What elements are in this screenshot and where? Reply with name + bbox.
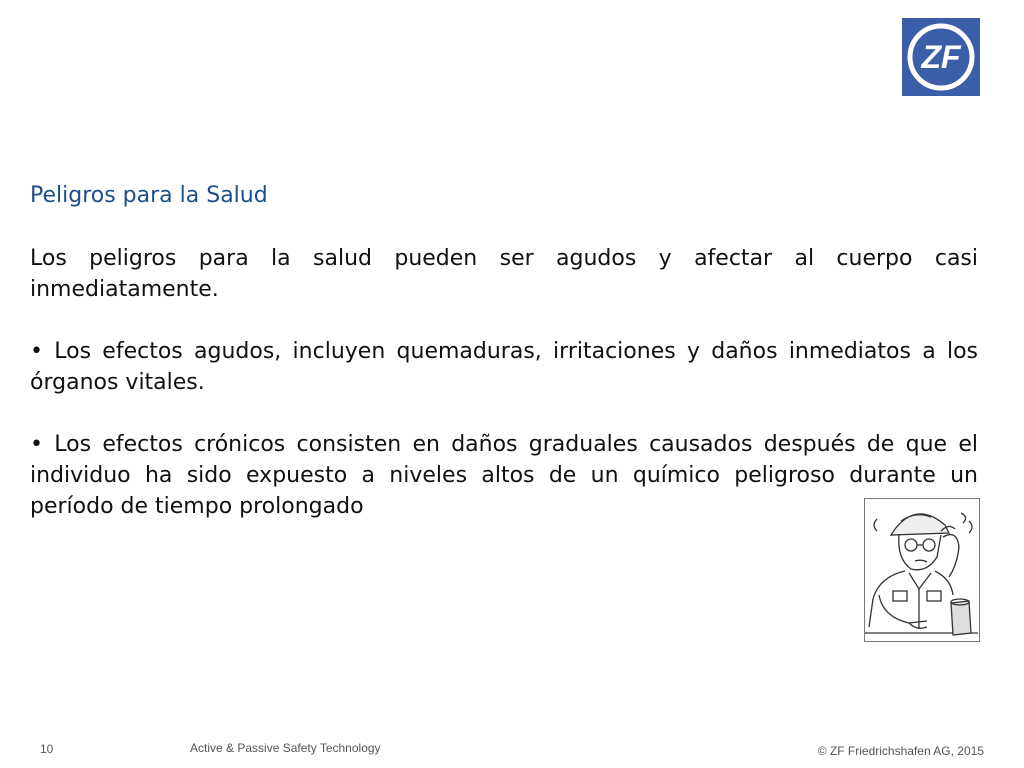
copyright-notice: © ZF Friedrichshafen AG, 2015: [817, 744, 984, 758]
zf-logo: [902, 18, 980, 96]
page-number: 10: [40, 742, 54, 756]
footer-title: Active & Passive Safety Technology: [190, 741, 381, 755]
paragraph-intro: Los peligros para la salud pueden ser agudos y afectar al cuerpo casi inmediatamente.: [30, 246, 978, 302]
logo-text: ZF: [921, 39, 961, 75]
slide-title: Peligros para la Salud: [30, 183, 268, 208]
bullet-acute-effects: • Los efectos agudos, incluyen quemaduras, irritaciones y daños inmediatos a los órganos vitales.: [30, 339, 978, 395]
slide-content: [30, 180, 978, 553]
bullet-chronic-effects: • Los efectos crónicos consisten en daños graduales causados después de que el individuo ha sido expuesto a niveles altos de un químico peligroso durante un período de tiempo prolongado: [30, 432, 978, 519]
worker-illustration: [864, 498, 980, 642]
